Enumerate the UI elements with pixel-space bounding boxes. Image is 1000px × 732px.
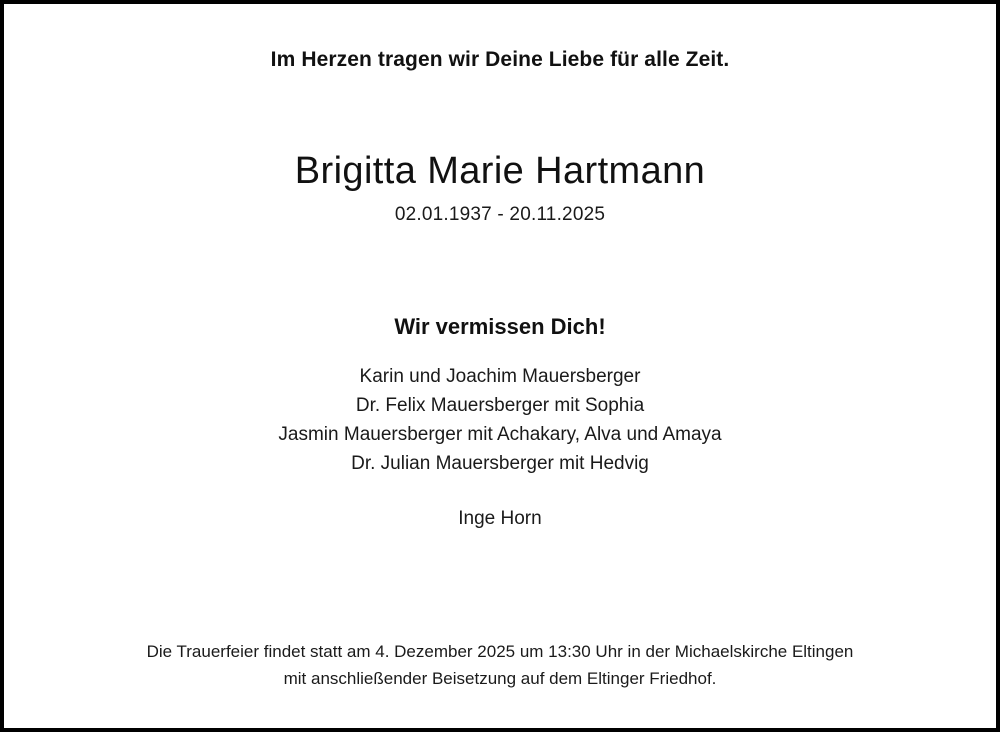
life-dates: 02.01.1937 - 20.11.2025: [394, 203, 606, 225]
list-item: Jasmin Mauersberger mit Achakary, Alva und Amaya: [278, 423, 722, 445]
mourners-group-primary: [278, 362, 721, 478]
service-info-line: Die Trauerfeier findet statt am 4. Dezember 2025 um 13:30 Uhr in der Michaelskirche Eltingen: [146, 642, 854, 662]
farewell-message: Wir vermissen Dich!: [394, 313, 606, 339]
mourners-list: [278, 362, 721, 533]
list-item: Inge Horn: [458, 507, 542, 529]
list-item: Karin und Joachim Mauersberger: [359, 365, 641, 387]
list-item: Dr. Julian Mauersberger mit Hedvig: [351, 452, 649, 474]
deceased-name-block: [295, 150, 705, 226]
list-item: Dr. Felix Mauersberger mit Sophia: [355, 394, 645, 416]
funeral-service-info: [4, 639, 996, 692]
service-info-line: mit anschließender Beisetzung auf dem Eltinger Friedhof.: [283, 668, 717, 688]
deceased-name: Brigitta Marie Hartmann: [294, 150, 706, 192]
memorial-motto: Im Herzen tragen wir Deine Liebe für alle Zeit.: [270, 48, 730, 71]
mourners-group-secondary: [278, 504, 721, 533]
